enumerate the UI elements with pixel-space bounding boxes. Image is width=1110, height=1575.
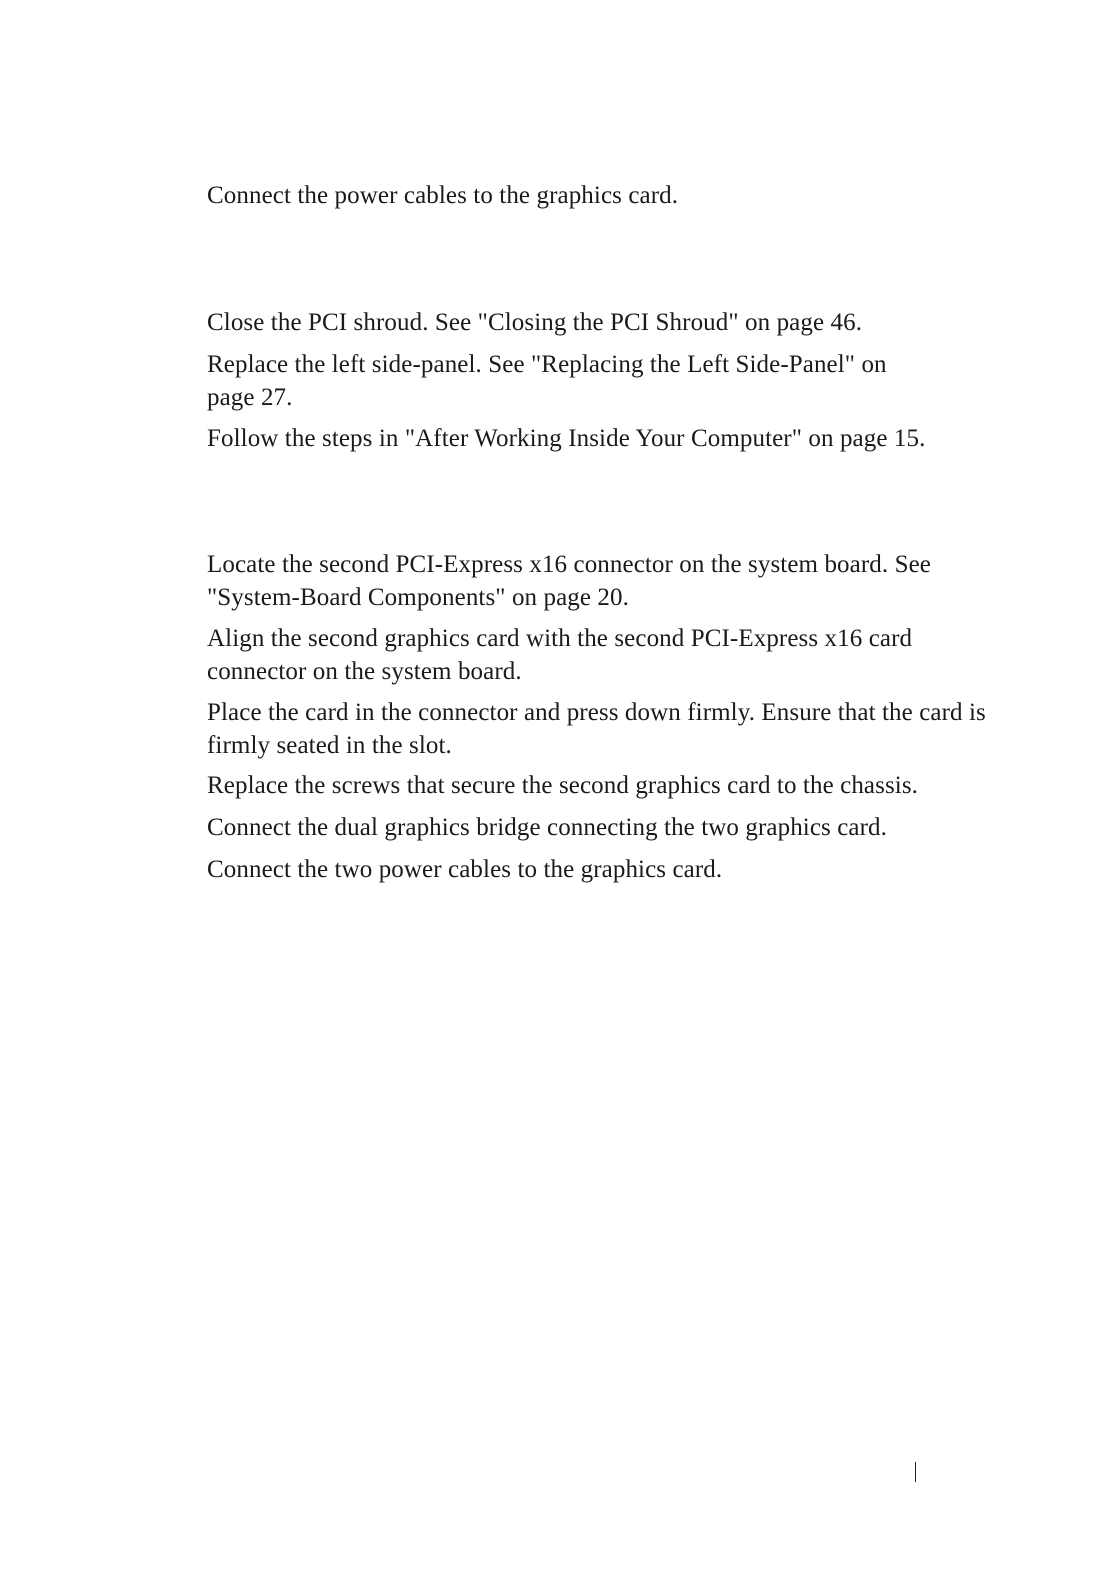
step-replace-screws: Replace the screws that secure the second graphics card to the chassis.	[207, 772, 918, 799]
step-place-card: Place the card in the connector and press down firmly. Ensure that the card is firmly seated in the slot.	[207, 699, 986, 759]
step-connect-bridge: Connect the dual graphics bridge connecting the two graphics card.	[207, 814, 887, 841]
step-close-pci-shroud: Close the PCI shroud. See "Closing the PCI Shroud" on page 46.	[207, 309, 863, 336]
step-replace-left-side-panel: Replace the left side-panel. See "Replacing the Left Side-Panel" on page 27.	[207, 351, 887, 411]
step-align-second-card: Align the second graphics card with the second PCI-Express x16 card connector on the system board.	[207, 625, 913, 685]
step-locate-second-connector: Locate the second PCI-Express x16 connector on the system board. See "System-Board Components" on page 20.	[207, 551, 931, 611]
step-follow-after-working: Follow the steps in "After Working Inside Your Computer" on page 15.	[207, 425, 926, 452]
step-connect-two-power-cables: Connect the two power cables to the graphics card.	[207, 856, 723, 883]
footer-divider	[915, 1462, 916, 1482]
step-connect-power-cables: Connect the power cables to the graphics card.	[207, 182, 679, 209]
